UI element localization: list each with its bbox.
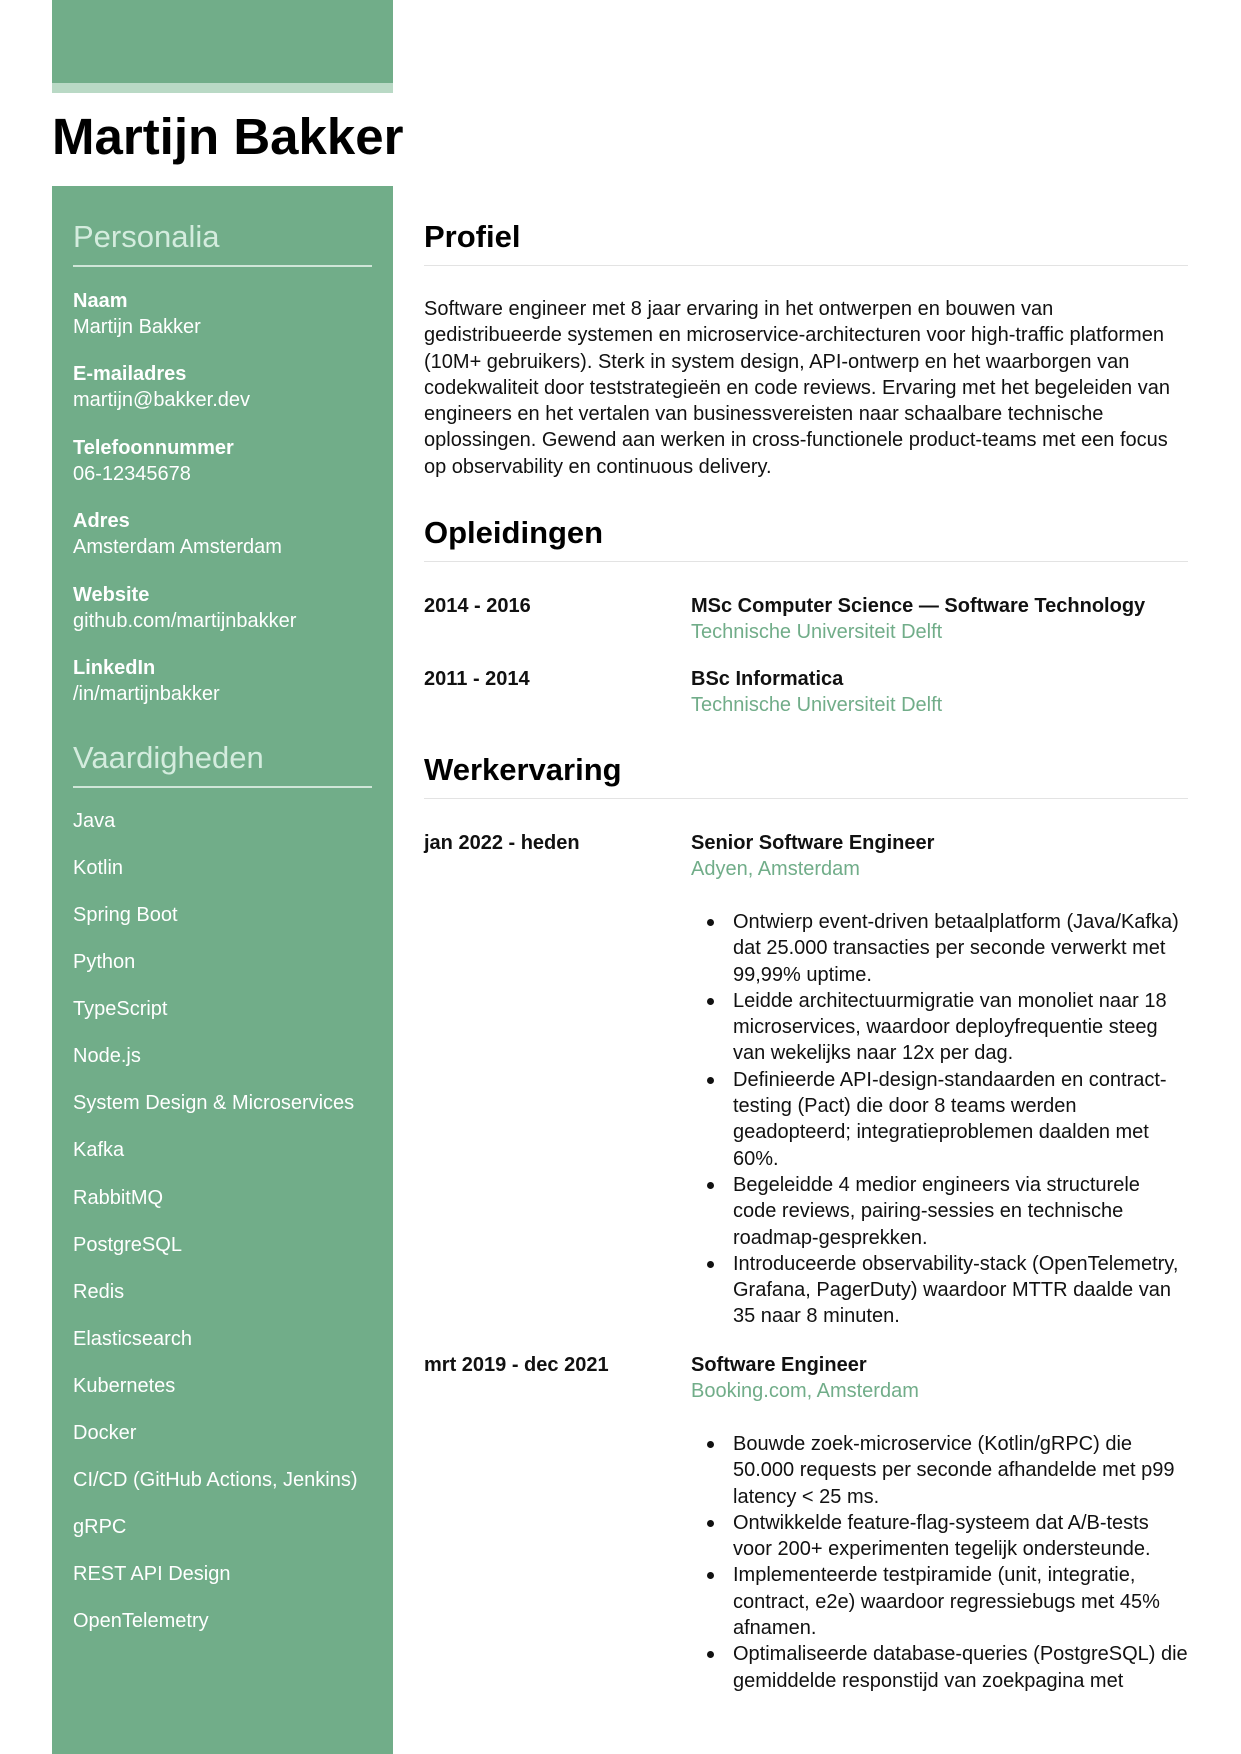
skill-item: Kafka	[73, 1139, 125, 1161]
candidate-name: Martijn Bakker	[52, 108, 404, 165]
job-achievements	[691, 909, 1188, 1330]
personal-value-website: github.com/martijnbakker	[73, 610, 297, 632]
skill-item: Java	[73, 810, 116, 832]
skills-heading: Vaardigheden	[73, 740, 264, 775]
education-heading: Opleidingen	[424, 515, 604, 550]
skill-item: PostgreSQL	[73, 1234, 182, 1256]
skill-item: Kotlin	[73, 857, 124, 879]
personal-value-name: Martijn Bakker	[73, 316, 201, 338]
skills-divider	[73, 786, 372, 788]
personal-label-linkedin: LinkedIn	[73, 657, 156, 679]
experience-divider	[424, 798, 1188, 799]
header-accent-stripe	[52, 83, 393, 93]
main-content	[424, 0, 1188, 1754]
achievement-item: Begeleidde 4 medior engineers via structurele code reviews, pairing-sessies en technische roadmap-gesprekken.	[691, 1172, 1188, 1251]
skill-item: Redis	[73, 1281, 125, 1303]
job-role: Software Engineer	[691, 1354, 867, 1376]
personal-value-address: Amsterdam Amsterdam	[73, 536, 282, 558]
job-company: Booking.com, Amsterdam	[691, 1380, 919, 1402]
personal-value-phone: 06-12345678	[73, 463, 191, 485]
profile-divider	[424, 265, 1188, 266]
education-period: 2014 - 2016	[424, 595, 531, 617]
header-color-band	[52, 0, 393, 83]
job-achievements	[691, 1431, 1188, 1694]
skill-item: Spring Boot	[73, 904, 178, 926]
achievement-item: Ontwierp event-driven betaalplatform (Java/Kafka) dat 25.000 transacties per seconde verwerkt met 99,99% uptime.	[691, 909, 1188, 988]
skill-item: REST API Design	[73, 1563, 231, 1585]
personal-label-email: E-mailadres	[73, 363, 187, 385]
personal-value-email: martijn@bakker.dev	[73, 389, 251, 411]
personal-divider	[73, 265, 372, 267]
education-school: Technische Universiteit Delft	[691, 694, 943, 716]
education-school: Technische Universiteit Delft	[691, 621, 943, 643]
personal-label-website: Website	[73, 584, 150, 606]
education-degree: BSc Informatica	[691, 668, 844, 690]
achievement-item: Implementeerde testpiramide (unit, integratie, contract, e2e) waardoor regressiebugs met 45% afnamen.	[691, 1562, 1188, 1641]
skill-item: Docker	[73, 1422, 137, 1444]
personal-label-phone: Telefoonnummer	[73, 437, 234, 459]
education-divider	[424, 561, 1188, 562]
skill-item: OpenTelemetry	[73, 1610, 209, 1632]
job-role: Senior Software Engineer	[691, 832, 935, 854]
personal-label-name: Naam	[73, 290, 128, 312]
profile-heading: Profiel	[424, 219, 521, 254]
skill-item: TypeScript	[73, 998, 168, 1020]
sidebar	[52, 186, 393, 1754]
experience-heading: Werkervaring	[424, 752, 622, 787]
personal-value-linkedin: /in/martijnbakker	[73, 683, 220, 705]
skill-item: System Design & Microservices	[73, 1092, 355, 1114]
skill-item: Node.js	[73, 1045, 141, 1067]
achievement-item: Definieerde API-design-standaarden en contract-testing (Pact) die door 8 teams werden geadopteerd; integratieproblemen daalden met 60%.	[691, 1067, 1188, 1172]
skill-item: gRPC	[73, 1516, 127, 1538]
education-degree: MSc Computer Science — Software Technology	[691, 595, 1146, 617]
achievement-item: Ontwikkelde feature-flag-systeem dat A/B-tests voor 200+ experimenten tegelijk ondersteunde.	[691, 1510, 1188, 1563]
job-company: Adyen, Amsterdam	[691, 858, 860, 880]
skill-item: Python	[73, 951, 136, 973]
skill-item: Elasticsearch	[73, 1328, 192, 1350]
job-period: jan 2022 - heden	[424, 832, 580, 854]
skill-item: RabbitMQ	[73, 1187, 164, 1209]
achievement-item: Bouwde zoek-microservice (Kotlin/gRPC) die 50.000 requests per seconde afhandelde met p99 latency < 25 ms.	[691, 1431, 1188, 1510]
skill-item: Kubernetes	[73, 1375, 176, 1397]
achievement-item: Leidde architectuurmigratie van monoliet naar 18 microservices, waardoor deployfrequentie steeg van wekelijks naar 12x per dag.	[691, 988, 1188, 1067]
skill-item: CI/CD (GitHub Actions, Jenkins)	[73, 1469, 358, 1491]
education-period: 2011 - 2014	[424, 668, 530, 690]
personal-heading: Personalia	[73, 219, 220, 254]
job-period: mrt 2019 - dec 2021	[424, 1354, 609, 1376]
achievement-item: Introduceerde observability-stack (OpenTelemetry, Grafana, PagerDuty) waardoor MTTR daalde van 35 naar 8 minuten.	[691, 1251, 1188, 1330]
achievement-item: Optimaliseerde database-queries (PostgreSQL) die gemiddelde responstijd van zoekpagina met	[691, 1641, 1188, 1694]
profile-text: Software engineer met 8 jaar ervaring in het ontwerpen en bouwen van gedistribueerde systemen en microservice-architecturen voor high-traffic platformen (10M+ gebruikers). Sterk in system design, API-ontwerp en het waarborgen van codekwaliteit door teststrategieën en code reviews. Ervaring met het begeleiden van engineers en het vertalen van businessvereisten naar schaalbare technische oplossingen. Gewend aan werken in cross-functionele product-teams met een focus op observability en continuous delivery.	[424, 298, 1170, 478]
personal-label-address: Adres	[73, 510, 130, 532]
